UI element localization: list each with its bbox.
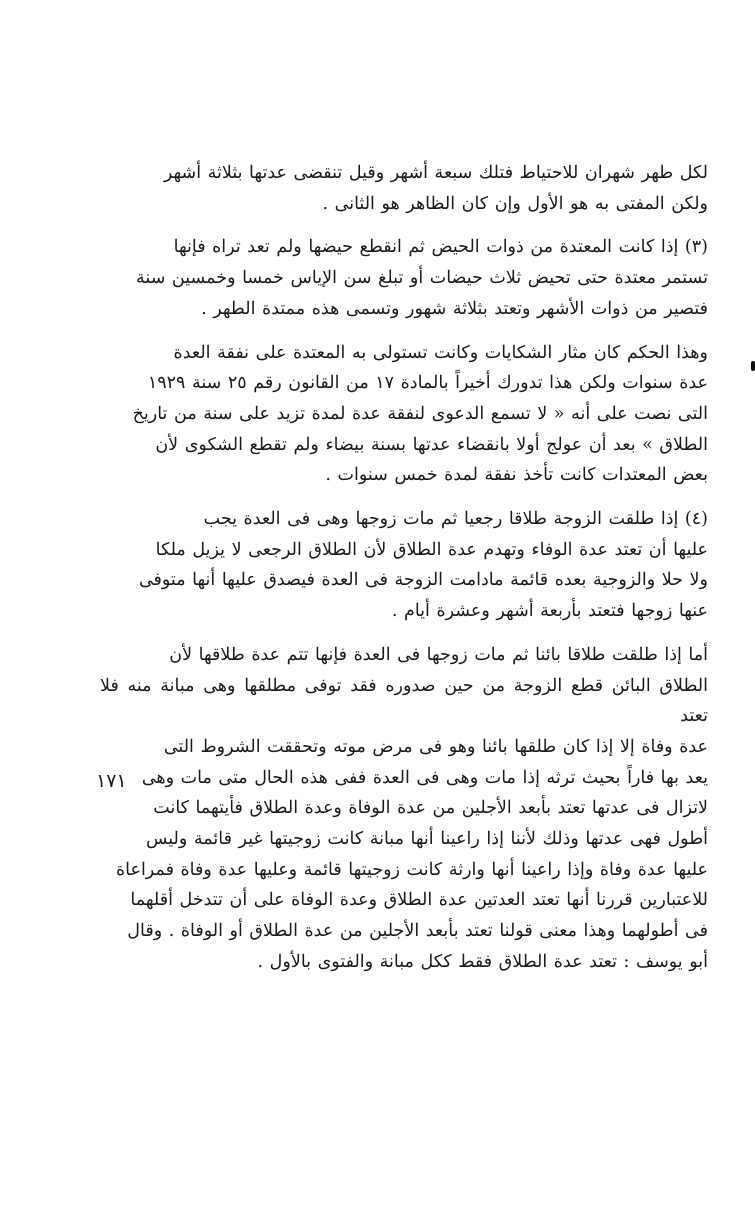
paragraph (100, 158, 708, 219)
text-line: الطلاق » بعد أن عولج أولا بانقضاء عدتها بسنة بيضاء ولم تقطع الشكوى لأن (155, 434, 708, 455)
text-line: التى نصت على أنه « لا تسمع الدعوى لنفقة عدة لمدة تزيد على سنة من تاريخ (132, 403, 708, 424)
text-line: الطلاق البائن قطع الزوجة من حين صدوره فقد توفى مطلقها وهى مبانة منه فلا تعتد (100, 675, 708, 727)
text-line: بعض المعتدات كانت تأخذ نفقة لمدة خمس سنوات . (325, 465, 708, 486)
text-line: وهذا الحكم كان مثار الشكايات وكانت تستولى به المعتدة على نفقة العدة (173, 342, 708, 363)
scan-edge-mark (751, 361, 755, 371)
text-line: ولا حلا والزوجية بعده قائمة مادامت الزوجة فى العدة فيصدق عليها أنها متوفى (138, 570, 708, 591)
text-line: عدة سنوات ولكن هذا تدورك أخيراً بالمادة ١٧ من القانون رقم ٢٥ سنة ١٩٢٩ (147, 373, 708, 394)
text-line: (٤) إذا طلقت الزوجة طلاقا رجعيا ثم مات زوجها وهى فى العدة يجب (203, 509, 708, 530)
text-line: ولكن المفتى به هو الأول وإن كان الظاهر هو الثانى . (322, 193, 708, 214)
paragraph (100, 232, 708, 324)
text-line: أطول فهى عدتها وذلك لأننا إذا راعينا أنها مبانة كانت زوجيتها غير قائمة وليس (145, 829, 708, 850)
text-line: فتصير من ذوات الأشهر وتعتد بثلاثة شهور وتسمى هذه ممتدة الطهر . (201, 298, 708, 319)
paragraph (100, 504, 708, 627)
text-line: فى أطولهما وهذا معنى قولنا تعتد بأبعد الأجلين من عدة الطلاق أو الوفاة . وقال (127, 921, 708, 942)
paragraph (100, 640, 708, 978)
text-line: للاعتبارين قررنا أنها تعتد العدتين عدة الطلاق وعدة الوفاة على أن تتدخل أقلهما (130, 890, 708, 911)
text-line: أما إذا طلقت طلاقا بائنا ثم مات زوجها فى العدة فإنها تتم عدة طلاقها لأن (169, 644, 708, 665)
text-line: أبو يوسف : تعتد عدة الطلاق فقط ككل مبانة والفتوى بالأول . (257, 951, 708, 972)
text-line: لكل طهر شهران للاحتياط فتلك سبعة أشهر وقيل تنقضى عدتها بثلاثة أشهر (163, 163, 708, 183)
text-line: عدة وفاة إلا إذا كان طلقها بائنا وهو فى مرض موته وتحققت الشروط التى (163, 736, 708, 757)
text-line: عليها أن تعتد عدة الوفاء وتهدم عدة الطلاق لأن الطلاق الرجعى لا يزيل ملكا (155, 539, 708, 560)
text-line: عليها عدة وفاة وإذا راعينا أنها وارثة كانت زوجيتها قائمة وعليها عدة وفاة فمراعاة (116, 859, 708, 880)
text-line: تستمر معتدة حتى تحيض ثلاث حيضات أو تبلغ سن الإياس خمسا وخمسين سنة (136, 268, 708, 289)
text-line: (٣) إذا كانت المعتدة من ذوات الحيض ثم انقطع حيضها ولم تعد تراه فإنها (173, 237, 708, 258)
paragraph (100, 338, 708, 492)
text-line: عنها زوجها فتعتد بأربعة أشهر وعشرة أيام . (391, 601, 708, 622)
text-line: يعد بها فاراً بحيث ترثه إذا مات وهى فى العدة ففى هذه الحال متى مات وهى (141, 767, 708, 788)
page-number: ١٧١ (96, 770, 127, 792)
text-line: لاتزال فى عدتها تعتد بأبعد الأجلين من عدة الوفاة وعدة الطلاق فأيتهما كانت (153, 798, 708, 819)
page-body (100, 158, 708, 978)
